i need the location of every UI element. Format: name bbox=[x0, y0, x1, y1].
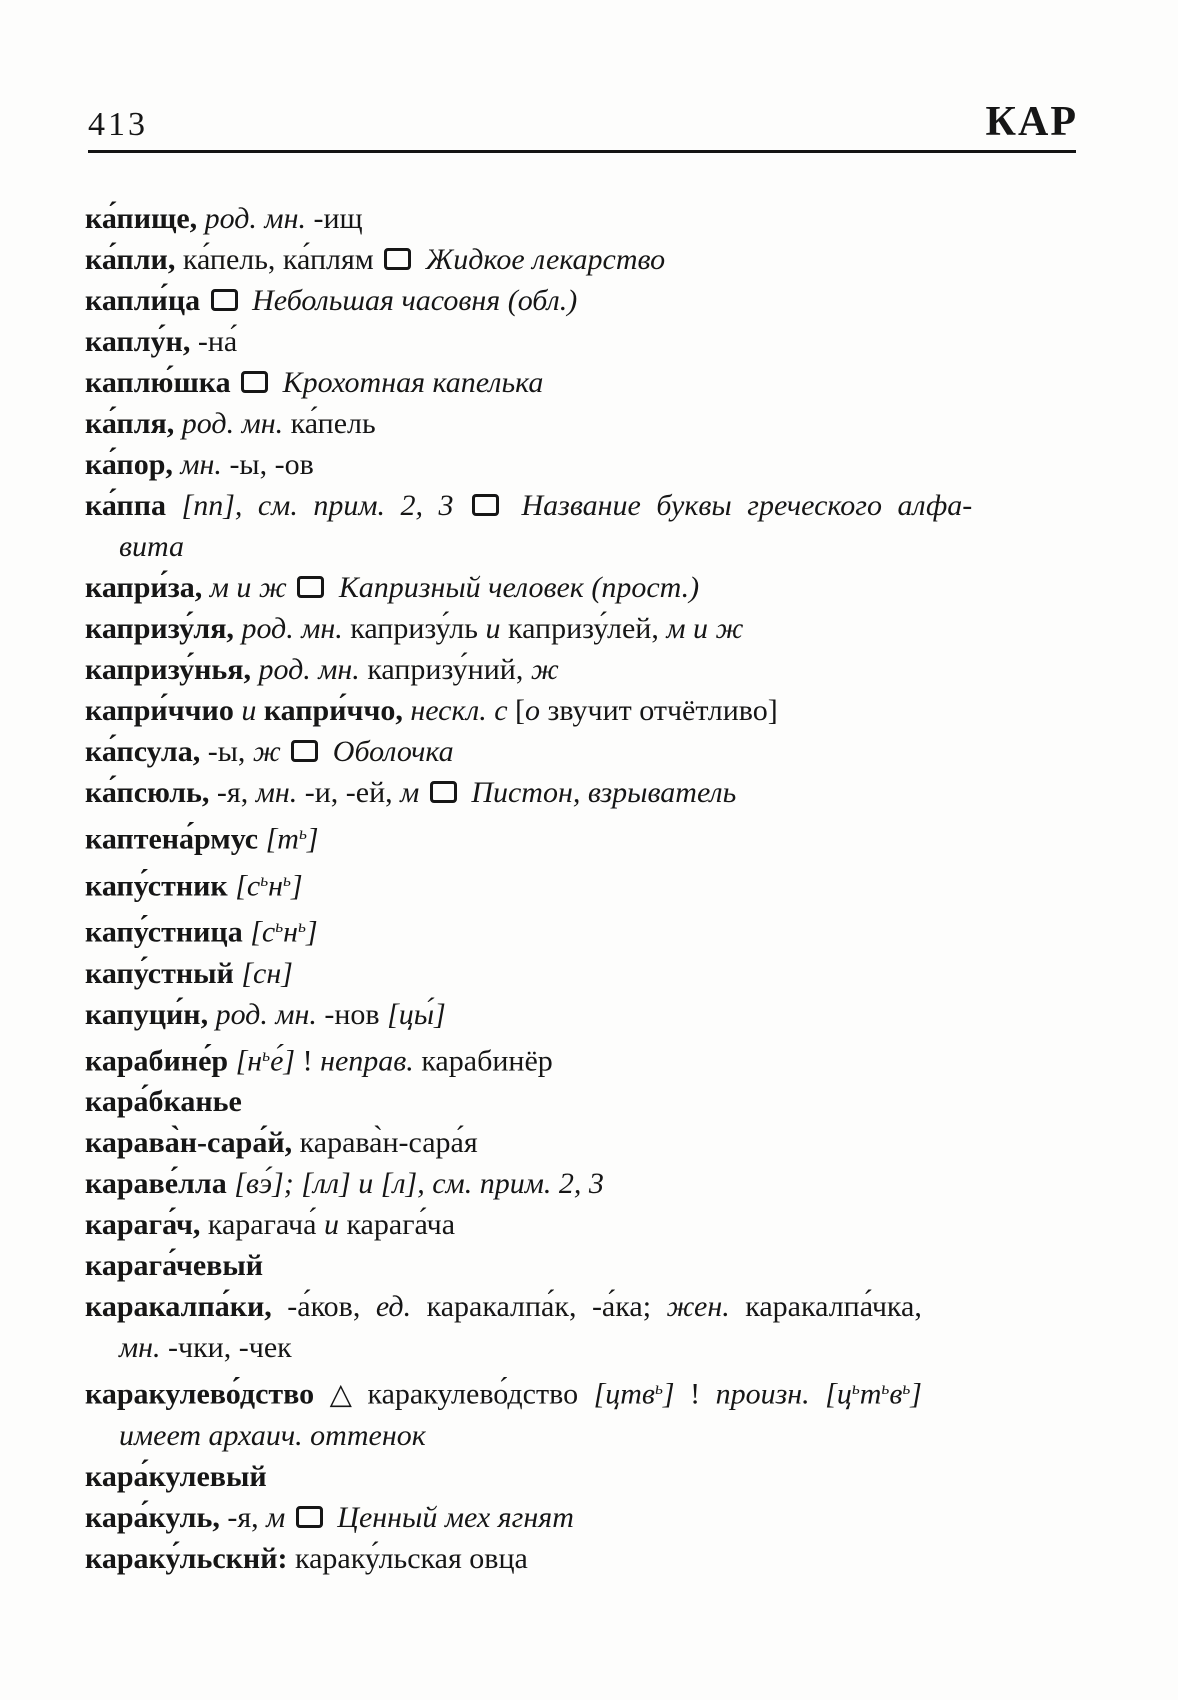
entry-text: м и ж bbox=[666, 612, 744, 645]
entry-text: караку́льская овца bbox=[287, 1541, 528, 1575]
headword: капризу́ля, bbox=[85, 612, 234, 645]
entry-text: Название буквы греческого алфа- bbox=[505, 489, 973, 522]
entry-text: жен. bbox=[666, 1290, 746, 1324]
entry-text: ка́пель, ка́плям bbox=[175, 243, 382, 276]
entry-text: каракалпа́к, -а́ка; bbox=[426, 1290, 667, 1324]
entry-text: и bbox=[323, 1208, 339, 1242]
superscript-soft-sign: ь bbox=[283, 869, 291, 890]
entry-text: произн. [ц bbox=[715, 1377, 852, 1411]
entry-text: ед. bbox=[375, 1290, 427, 1324]
entry-text: -нов bbox=[324, 997, 388, 1031]
headword: капуци́н, bbox=[85, 997, 209, 1031]
entry-text: ! bbox=[295, 1044, 321, 1078]
entry-text: [н bbox=[235, 1044, 263, 1078]
entry-text: мн. bbox=[119, 1331, 169, 1365]
headword: капри́ччио bbox=[85, 694, 242, 727]
entry-text: ] bbox=[662, 1377, 675, 1411]
page-header bbox=[88, 98, 1078, 146]
header-rule bbox=[88, 150, 1076, 153]
definition-box-icon bbox=[384, 248, 411, 270]
entry-line bbox=[85, 690, 1090, 731]
entry-text: карабинёр bbox=[413, 1044, 553, 1078]
entry-line bbox=[85, 1204, 1090, 1245]
entry-line bbox=[85, 1538, 1090, 1579]
headword: каракулево́дство bbox=[85, 1377, 330, 1411]
entry-line bbox=[85, 198, 1090, 239]
entry-text: -чки, -чек bbox=[168, 1331, 292, 1365]
superscript-soft-sign: ь bbox=[881, 1378, 890, 1399]
entry-text: о bbox=[525, 694, 541, 727]
entry-text: -я, bbox=[219, 1500, 267, 1534]
entry-line bbox=[85, 772, 1090, 813]
entry-text: -ищ bbox=[313, 202, 363, 235]
headword: ка́ппа bbox=[85, 489, 182, 522]
entry-text: род. мн. bbox=[251, 653, 368, 686]
entry-text: каракулево́дство bbox=[351, 1377, 594, 1411]
entry-text: ж bbox=[252, 735, 289, 768]
entry-text: Жидкое лекарство bbox=[418, 243, 666, 276]
headword: карага́ч, bbox=[85, 1208, 201, 1242]
entry-line bbox=[85, 1245, 1090, 1286]
entry-line bbox=[85, 1415, 1090, 1456]
headword: ка́псюль, bbox=[85, 776, 210, 809]
entry-line bbox=[85, 526, 1090, 567]
entry-text: карагача́ bbox=[200, 1208, 324, 1242]
headword: каплу́н, bbox=[85, 325, 191, 358]
headword: каракалпа́ки, bbox=[85, 1290, 272, 1324]
superscript-soft-sign: ь bbox=[654, 1378, 663, 1399]
entry-line bbox=[85, 321, 1090, 362]
entry-text: капризу́ль bbox=[350, 612, 486, 645]
entry-text: м и ж bbox=[202, 571, 295, 604]
entry-text: в bbox=[889, 1377, 903, 1411]
headword: ка́пор, bbox=[85, 448, 173, 481]
entry-text: [цтв bbox=[593, 1377, 655, 1411]
entry-line bbox=[85, 362, 1090, 403]
entry-text: -я, bbox=[209, 776, 256, 809]
headword: каптена́рмус bbox=[85, 822, 266, 856]
headword: ка́псула, bbox=[85, 735, 201, 768]
entry-text: имеет архаич. оттенок bbox=[119, 1418, 426, 1452]
entry-text: [т bbox=[265, 822, 299, 856]
entry-text: и bbox=[241, 694, 257, 727]
entry-text: е́] bbox=[270, 1044, 296, 1078]
entry-text: и bbox=[485, 612, 501, 645]
entry-text: Пистон, взрыватель bbox=[463, 776, 737, 809]
entry-text: ка́пель bbox=[290, 407, 376, 440]
entry-text: капризу́лей, bbox=[500, 612, 667, 645]
variant-triangle-icon: △ bbox=[329, 1376, 352, 1411]
headword: кара́кулевый bbox=[85, 1459, 267, 1493]
definition-box-icon bbox=[291, 740, 318, 762]
page-number: 413 bbox=[88, 106, 148, 143]
entry-line bbox=[85, 403, 1090, 444]
superscript-soft-sign: ь bbox=[260, 869, 269, 890]
entry-line bbox=[85, 444, 1090, 485]
entry-text: ] bbox=[305, 915, 318, 949]
entry-text: род. мн. bbox=[174, 407, 291, 440]
entry-line bbox=[85, 1122, 1090, 1163]
entry-line bbox=[85, 1497, 1090, 1538]
headword: ка́пля, bbox=[85, 407, 175, 440]
entry-text: [вэ́]; [лл] и [л], см. прим. 2, 3 bbox=[234, 1167, 604, 1201]
entry-text: -на́ bbox=[190, 325, 238, 358]
entry-text: Оболочка bbox=[325, 735, 454, 768]
entry-text: м bbox=[266, 1500, 293, 1534]
entry-text: ] bbox=[910, 1377, 922, 1411]
entry-text: ] bbox=[306, 822, 319, 856]
entry-text: Крохотная капелька bbox=[275, 366, 544, 399]
entry-line bbox=[85, 1456, 1090, 1497]
headword: карава̀н-сара́й, bbox=[85, 1126, 293, 1160]
entry-text: н bbox=[268, 869, 284, 903]
headword: караку́льскнй: bbox=[85, 1541, 288, 1575]
entry-text: Ценный мех ягнят bbox=[329, 1500, 574, 1534]
entry-text: -ы, -ов bbox=[229, 448, 314, 481]
superscript-soft-sign: ь bbox=[298, 823, 307, 843]
entry-line bbox=[85, 731, 1090, 772]
entry-text: ] bbox=[290, 869, 303, 903]
headword: каплю́шка bbox=[85, 366, 239, 399]
entry-text: звучит отчётливо] bbox=[540, 694, 778, 727]
entry-line bbox=[85, 1163, 1090, 1204]
headword: капри́за, bbox=[85, 571, 203, 604]
guide-word: КАР bbox=[985, 99, 1078, 145]
entry-text: -и, -ей, bbox=[304, 776, 401, 809]
entry-line bbox=[85, 1327, 1090, 1368]
superscript-soft-sign: ь bbox=[262, 1044, 271, 1065]
definition-box-icon bbox=[430, 781, 457, 803]
headword: карага́чевый bbox=[85, 1249, 264, 1283]
entry-text: [пп], см. прим. 2, 3 bbox=[181, 489, 469, 522]
entry-text: -ы, bbox=[200, 735, 253, 768]
headword: кара́куль, bbox=[85, 1500, 220, 1534]
entry-text: мн. bbox=[255, 776, 305, 809]
superscript-soft-sign: ь bbox=[298, 916, 306, 937]
superscript-soft-sign: ь bbox=[275, 916, 284, 937]
superscript-soft-sign: ь bbox=[851, 1378, 860, 1399]
entry-text: карава̀н-сара́я bbox=[292, 1126, 478, 1160]
entry-line bbox=[85, 239, 1090, 280]
definition-box-icon bbox=[297, 576, 324, 598]
headword: кара́бканье bbox=[85, 1085, 242, 1119]
entry-line bbox=[85, 1035, 1090, 1082]
entry-line bbox=[85, 485, 1090, 526]
entry-text: карага́ча bbox=[338, 1208, 456, 1242]
headword: капу́стный bbox=[85, 956, 242, 990]
entry-text: род. мн. bbox=[208, 997, 325, 1031]
entry-text: нескл. с bbox=[402, 694, 516, 727]
entry-line bbox=[85, 1081, 1090, 1122]
definition-box-icon bbox=[472, 494, 499, 516]
headword: капу́стник bbox=[85, 869, 236, 903]
entry-text: капризу́ний, bbox=[367, 653, 531, 686]
entry-text: ж bbox=[530, 653, 559, 686]
entry-text: [с bbox=[250, 915, 276, 949]
entry-line bbox=[85, 608, 1090, 649]
entry-line bbox=[85, 649, 1090, 690]
entry-line bbox=[85, 1368, 1090, 1415]
entry-text: мн. bbox=[172, 448, 230, 481]
entry-line bbox=[85, 813, 1090, 860]
entry-text: Капризный человек (прост.) bbox=[331, 571, 700, 604]
definition-box-icon bbox=[211, 289, 238, 311]
entry-text: [сн] bbox=[241, 956, 293, 990]
entry-text: м bbox=[400, 776, 427, 809]
entry-line bbox=[85, 906, 1090, 953]
entry-line bbox=[85, 860, 1090, 907]
entry-text: род. мн. bbox=[233, 612, 351, 645]
definition-box-icon bbox=[241, 371, 268, 393]
entry-text: род. мн. bbox=[197, 202, 314, 235]
definition-box-icon bbox=[296, 1506, 323, 1528]
headword: капу́стница bbox=[85, 915, 251, 949]
headword: карабине́р bbox=[85, 1044, 236, 1078]
headword: ка́пли, bbox=[85, 243, 176, 276]
headword: капри́ччо, bbox=[256, 694, 403, 727]
entry-text: неправ. bbox=[320, 1044, 414, 1078]
entry-text: н bbox=[283, 915, 299, 949]
entry-text: -а́ков, bbox=[271, 1290, 376, 1324]
headword: ка́пище, bbox=[85, 202, 198, 235]
entries bbox=[85, 198, 1090, 1579]
entry-line bbox=[85, 567, 1090, 608]
headword: караве́лла bbox=[85, 1167, 235, 1201]
entry-text: вита bbox=[119, 530, 185, 563]
superscript-soft-sign: ь bbox=[902, 1378, 911, 1399]
entry-text: каракалпа́чка, bbox=[745, 1290, 922, 1324]
headword: капризу́нья, bbox=[85, 653, 251, 686]
entry-text: Небольшая часовня (обл.) bbox=[244, 284, 578, 317]
entry-line bbox=[85, 953, 1090, 994]
entry-line bbox=[85, 280, 1090, 321]
entry-text: [ bbox=[515, 694, 526, 727]
entry-line bbox=[85, 1286, 1090, 1327]
entry-text: ! bbox=[674, 1377, 716, 1411]
headword: капли́ца bbox=[85, 284, 208, 317]
entry-text: т bbox=[859, 1377, 882, 1411]
entry-line bbox=[85, 994, 1090, 1035]
entry-text: [с bbox=[235, 869, 261, 903]
entry-text: [цы́] bbox=[387, 997, 446, 1031]
